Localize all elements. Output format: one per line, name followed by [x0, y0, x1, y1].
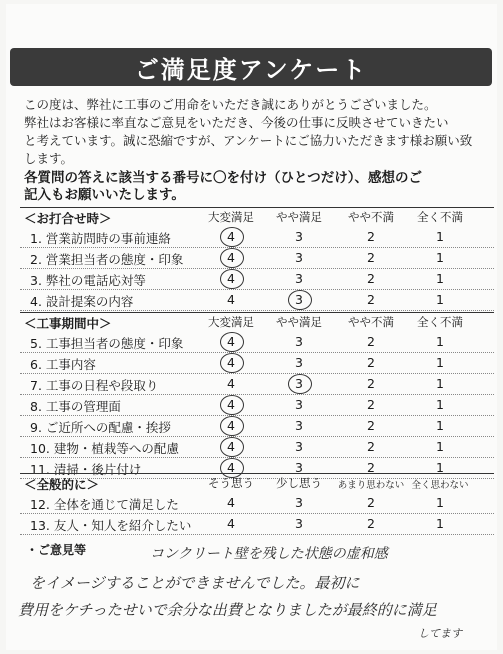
section-header — [20, 474, 494, 492]
handwritten-comment-line: してます — [418, 627, 462, 640]
column-header: 全く思わない — [411, 480, 469, 491]
column-header: 少し思う — [276, 476, 322, 490]
answer-option[interactable]: 4 — [227, 334, 235, 349]
answer-option[interactable]: 1 — [436, 229, 444, 244]
answer-option[interactable]: 2 — [367, 516, 375, 531]
answer-option[interactable]: 2 — [367, 271, 375, 286]
intro-text — [24, 96, 494, 168]
question-row — [20, 226, 494, 248]
selected-answer-circle — [220, 332, 244, 352]
column-header: そう思う — [208, 476, 254, 490]
column-header: 全く不満 — [417, 210, 463, 224]
answer-option[interactable]: 3 — [295, 460, 303, 475]
selected-answer-circle — [220, 227, 244, 247]
answer-option[interactable]: 1 — [436, 418, 444, 433]
question-row — [20, 492, 494, 514]
answer-option[interactable]: 3 — [295, 292, 303, 307]
answer-option[interactable]: 2 — [367, 460, 375, 475]
selected-answer-circle — [220, 416, 244, 436]
answer-option[interactable]: 3 — [295, 418, 303, 433]
answer-option[interactable]: 4 — [227, 495, 235, 510]
intro-line: と考えています。誠に恐縮ですが、アンケートにご協力いただきます様お願い致 — [24, 133, 473, 148]
answer-option[interactable]: 4 — [227, 376, 235, 391]
question-row — [20, 373, 494, 395]
answer-option[interactable]: 4 — [227, 292, 235, 307]
section-name: ＜工事期間中＞ — [24, 316, 112, 331]
selected-answer-circle — [220, 437, 244, 457]
selected-answer-circle — [288, 374, 312, 394]
answer-option[interactable]: 3 — [295, 516, 303, 531]
column-header: やや満足 — [276, 315, 322, 329]
question-label: 5. 工事担当者の態度・印象 — [30, 336, 184, 351]
answer-option[interactable]: 2 — [367, 397, 375, 412]
answer-option[interactable]: 3 — [295, 334, 303, 349]
title-banner — [10, 48, 492, 86]
intro-line: この度は、弊社に工事のご用命をいただき誠にありがとうございました。 — [24, 97, 437, 112]
question-row — [20, 415, 494, 437]
answer-option[interactable]: 3 — [295, 250, 303, 265]
question-label: 10. 建物・植栽等への配慮 — [30, 441, 179, 456]
answer-option[interactable]: 1 — [436, 355, 444, 370]
answer-option[interactable]: 1 — [436, 516, 444, 531]
question-row — [20, 394, 494, 416]
column-header: あまり思わない — [337, 480, 405, 491]
question-label: 1. 営業訪問時の事前連絡 — [30, 231, 171, 246]
answer-option[interactable]: 1 — [436, 460, 444, 475]
answer-option[interactable]: 4 — [227, 271, 235, 286]
question-row — [20, 268, 494, 290]
question-label: 13. 友人・知人を紹介したい — [30, 518, 192, 533]
instruction-line: 各質問の答えに該当する番号に〇を付け（ひとつだけ）、感想のご — [24, 170, 422, 186]
question-row — [20, 436, 494, 458]
answer-option[interactable]: 3 — [295, 495, 303, 510]
answer-option[interactable]: 4 — [227, 229, 235, 244]
answer-option[interactable]: 3 — [295, 271, 303, 286]
answer-option[interactable]: 4 — [227, 439, 235, 454]
column-header: 大変満足 — [208, 210, 254, 224]
handwritten-comment-line: コンクリート壁を残した状態の虚和感 — [150, 546, 388, 562]
answer-option[interactable]: 2 — [367, 250, 375, 265]
intro-line: 弊社はお客様に率直なご意見をいただき、今後の仕事に反映させていきたい — [24, 115, 449, 130]
answer-option[interactable]: 1 — [436, 271, 444, 286]
question-label: 2. 営業担当者の態度・印象 — [30, 252, 184, 267]
page-title: ご満足度アンケート — [134, 55, 368, 84]
answer-option[interactable]: 4 — [227, 516, 235, 531]
answer-option[interactable]: 1 — [436, 376, 444, 391]
column-header: やや満足 — [276, 210, 322, 224]
answer-option[interactable]: 2 — [367, 292, 375, 307]
question-label: 7. 工事の日程や段取り — [30, 378, 159, 393]
question-label: 3. 弊社の電話応対等 — [30, 273, 146, 288]
question-label: 9. ご近所への配慮・挨拶 — [30, 420, 171, 435]
answer-option[interactable]: 2 — [367, 229, 375, 244]
answer-option[interactable]: 3 — [295, 397, 303, 412]
answer-option[interactable]: 2 — [367, 418, 375, 433]
column-header: 大変満足 — [208, 315, 254, 329]
question-row — [20, 289, 494, 311]
answer-option[interactable]: 2 — [367, 376, 375, 391]
opinion-title: ・ご意見等 — [26, 543, 87, 557]
question-row — [20, 352, 494, 374]
column-header: やや不満 — [348, 210, 394, 224]
answer-option[interactable]: 3 — [295, 355, 303, 370]
column-header: 全く不満 — [417, 315, 463, 329]
question-row — [20, 247, 494, 269]
question-row — [20, 513, 494, 535]
intro-line: します。 — [24, 151, 74, 166]
question-label: 6. 工事内容 — [30, 357, 96, 372]
answer-option[interactable]: 3 — [295, 439, 303, 454]
answer-option[interactable]: 1 — [436, 250, 444, 265]
selected-answer-circle — [220, 353, 244, 373]
question-label: 4. 設計提案の内容 — [30, 294, 134, 309]
selected-answer-circle — [220, 269, 244, 289]
answer-option[interactable]: 1 — [436, 397, 444, 412]
selected-answer-circle — [288, 290, 312, 310]
answer-option[interactable]: 4 — [227, 355, 235, 370]
instruction-line: 記入もお願いいたします。 — [24, 187, 185, 203]
answer-option[interactable]: 2 — [367, 439, 375, 454]
answer-option[interactable]: 4 — [227, 397, 235, 412]
answer-option[interactable]: 3 — [295, 376, 303, 391]
question-label: 8. 工事の管理面 — [30, 399, 121, 414]
answer-option[interactable]: 2 — [367, 334, 375, 349]
answer-option[interactable]: 1 — [436, 292, 444, 307]
handwritten-comment-line: 費用をケチったせいで余分な出費となりましたが最終的に満足 — [18, 601, 437, 619]
answer-option[interactable]: 4 — [227, 418, 235, 433]
answer-option[interactable]: 3 — [295, 229, 303, 244]
answer-option[interactable]: 1 — [436, 334, 444, 349]
question-row — [20, 331, 494, 353]
answer-option[interactable]: 1 — [436, 439, 444, 454]
question-label: 12. 全体を通じて満足した — [30, 497, 179, 512]
answer-option[interactable]: 2 — [367, 355, 375, 370]
answer-option[interactable]: 4 — [227, 250, 235, 265]
section-header — [20, 313, 494, 331]
answer-option[interactable]: 1 — [436, 495, 444, 510]
handwritten-comment-line: をイメージすることができませんでした。最初に — [30, 574, 360, 592]
column-header: やや不満 — [348, 315, 394, 329]
section-name: ＜全般的に＞ — [24, 477, 100, 492]
answer-option[interactable]: 4 — [227, 460, 235, 475]
instruction-text — [24, 170, 494, 204]
answer-option[interactable]: 2 — [367, 495, 375, 510]
question-label: 11. 清掃・後片付け — [30, 462, 142, 477]
selected-answer-circle — [220, 395, 244, 415]
selected-answer-circle — [220, 248, 244, 268]
section-name: ＜お打合せ時＞ — [24, 211, 112, 226]
section-header — [20, 208, 494, 226]
